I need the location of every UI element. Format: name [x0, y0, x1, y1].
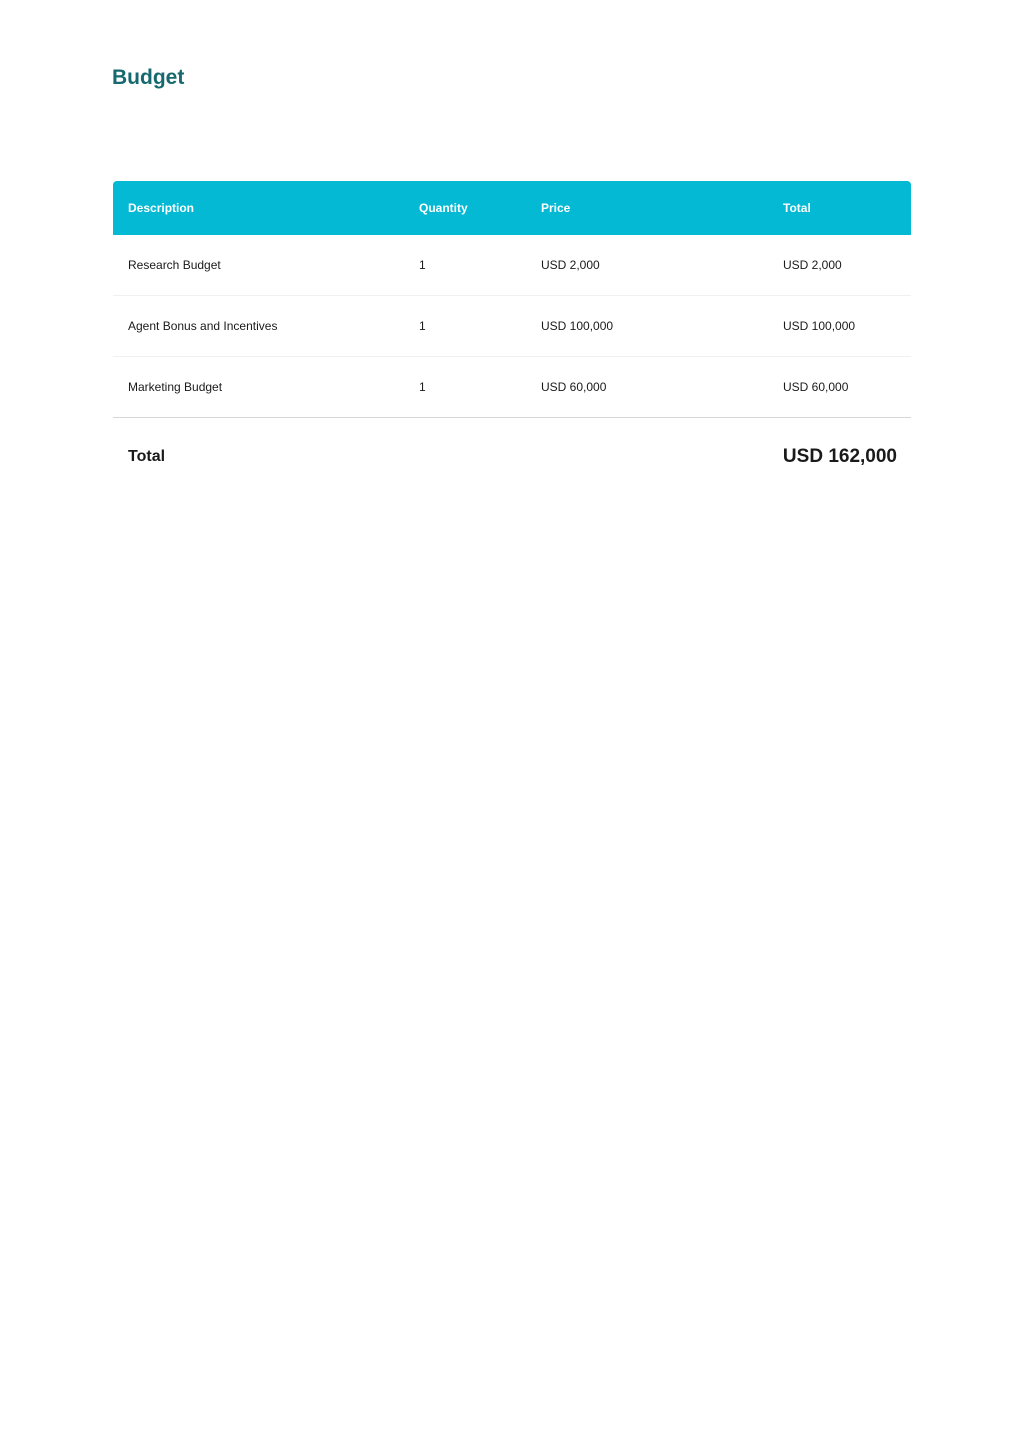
- cell-description: Marketing Budget: [113, 357, 404, 418]
- cell-price: USD 100,000: [526, 296, 768, 357]
- total-spacer: [404, 418, 526, 497]
- header-total: Total: [783, 201, 811, 215]
- cell-total: USD 100,000: [768, 296, 911, 357]
- header-price: Price: [541, 201, 571, 215]
- budget-table: [113, 181, 911, 496]
- header-quantity: Quantity: [419, 201, 468, 215]
- table-total-row: [113, 418, 911, 497]
- total-value: USD 162,000: [782, 446, 897, 467]
- table-header-row: [113, 181, 911, 235]
- cell-total: USD 2,000: [768, 235, 911, 296]
- cell-total: USD 60,000: [768, 357, 911, 418]
- table-row: [113, 296, 911, 357]
- page-title: Budget: [112, 66, 185, 89]
- cell-price: USD 2,000: [526, 235, 768, 296]
- cell-quantity: 1: [404, 357, 526, 418]
- cell-quantity: 1: [404, 235, 526, 296]
- table-row: [113, 357, 911, 418]
- cell-price: USD 60,000: [526, 357, 768, 418]
- cell-quantity: 1: [404, 296, 526, 357]
- cell-description: Agent Bonus and Incentives: [113, 296, 404, 357]
- cell-description: Research Budget: [113, 235, 404, 296]
- table-row: [113, 235, 911, 296]
- total-label: Total: [128, 448, 166, 465]
- header-description: Description: [128, 201, 195, 215]
